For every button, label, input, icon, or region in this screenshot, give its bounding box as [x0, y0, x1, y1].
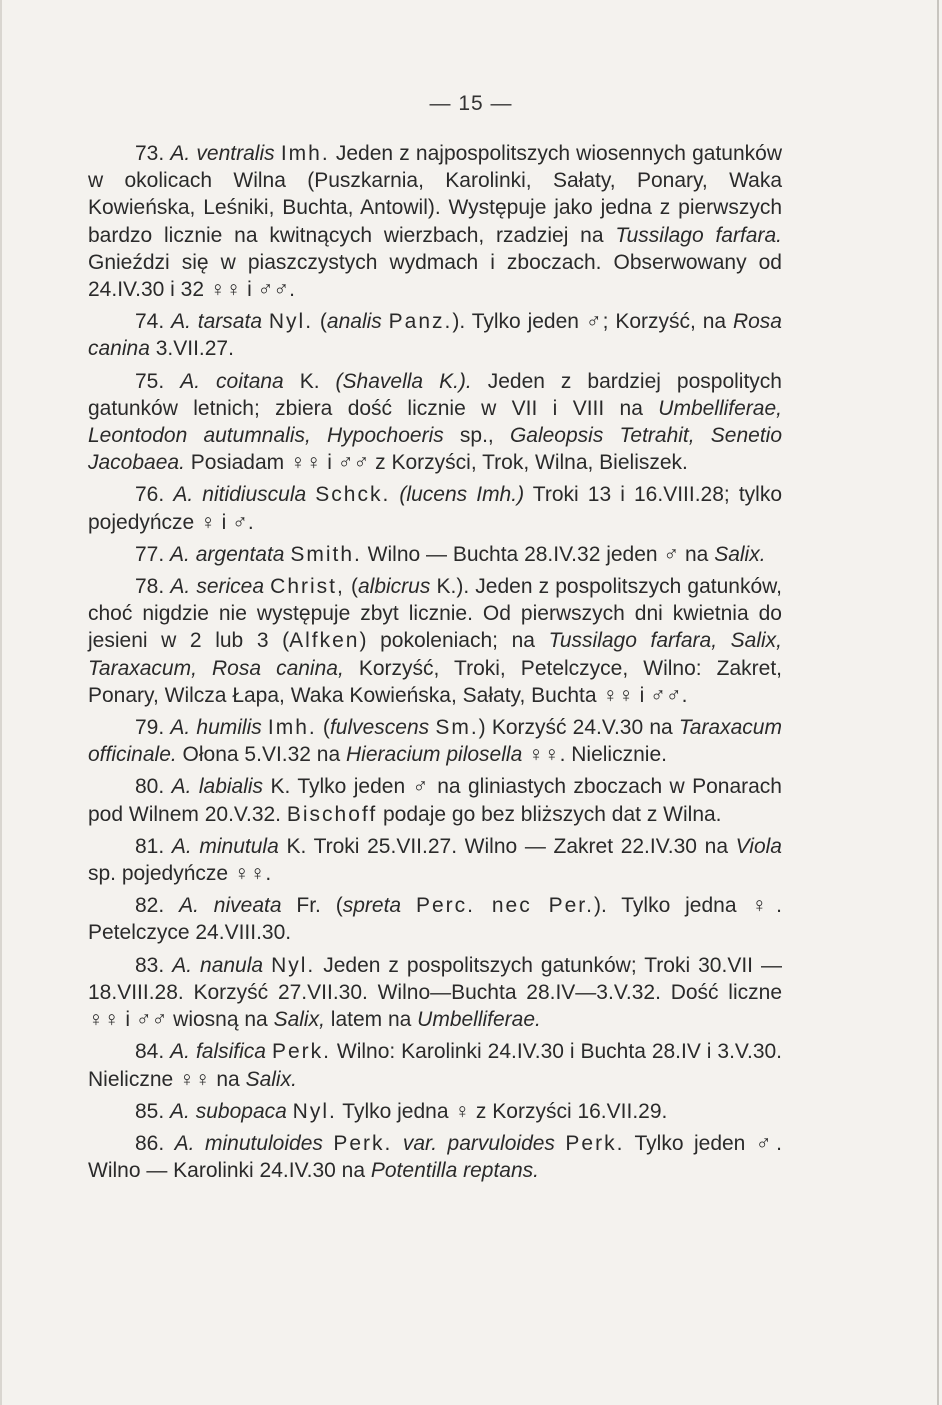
entry-text: Posiadam ♀♀ i ♂♂ z Korzyści, Trok, Wilna, Bieliszek.	[184, 451, 688, 475]
variety: var. parvuloides	[402, 1131, 555, 1155]
species-name: minutula	[199, 834, 279, 858]
genus: A.	[170, 542, 190, 566]
species-name: coitana	[216, 369, 284, 393]
species-name: falsifica	[195, 1040, 266, 1064]
plant-name: Potentilla reptans.	[370, 1159, 539, 1183]
entry-text: Troki 13 i 16.VIII.28; tylko pojedyńcze ♀ i ♂.	[88, 483, 783, 534]
author: Perk.	[333, 1131, 393, 1155]
entry-text: podaje go bez bliższych dat z Wilna.	[377, 802, 722, 826]
entry-text: Tylko jeden ♂ na gliniastych zboczach w Ponarach pod Wilnem 20.V.32.	[88, 775, 782, 826]
entry-79	[88, 714, 782, 768]
genus: A.	[170, 1099, 190, 1123]
plant-name: Galeopsis Tetrahit, Senetio Jacobaea.	[88, 424, 782, 475]
plant-name: Tussilago farfara, Salix, Taraxacum, Rosa canina,	[88, 629, 782, 680]
plant-name: Taraxacum officinale.	[88, 716, 782, 767]
entry-text: K.). Jeden z pospolitszych gatunków, choć nigdzie nie występuje zbyt licznie. Od pierwszych dni kwietnia do jesieni w 2 lub 3 (	[88, 575, 783, 653]
plant-name: Viola	[735, 834, 782, 858]
entry-text: (	[320, 894, 343, 918]
entry-text: sp. pojedyńcze ♀♀.	[88, 862, 272, 886]
plant-name: Salix,	[273, 1008, 325, 1032]
entry-text: ). Tylko jeden ♂; Korzyść, na	[452, 310, 733, 334]
synonym-author: Sm.	[435, 716, 479, 740]
entry-text: (	[313, 310, 327, 334]
species-name: niveata	[213, 894, 282, 918]
synonym: albicrus	[357, 575, 431, 599]
entry-number: 84.	[135, 1040, 165, 1064]
entry-text: Troki 25.VII.27. Wilno — Zakret 22.IV.30 na	[306, 834, 736, 858]
entry-text: Jeden z pospolitszych gatunków; Troki 30.VII — 18.VIII.28. Korzyść 27.VII.30. Wilno—Buchta 28.IV—3.V.32. Dość liczne ♀♀ i ♂♂ wiosną na	[88, 953, 782, 1032]
entry-text: Korzyść, Troki, Petelczyce, Wilno: Zakret, Ponary, Wilcza Łapa, Waka Kowieńska, Sałaty, Buchta ♀♀ i ♂♂.	[88, 656, 782, 707]
entry-text: (	[344, 575, 358, 599]
plant-name: Umbelliferae.	[417, 1008, 541, 1032]
entry-number: 83.	[135, 953, 165, 977]
entry-76	[88, 481, 782, 535]
author: Bischoff	[286, 802, 378, 826]
entry-text: Jeden z najpospolitszych wiosennych gatunków w okolicach Wilna (Puszkarnia, Karolinki, Sałaty, Ponary, Waka Kowieńska, Leśniki, Buchta, Antowil). Występuje jako jedna z pierwszych bardzo licznie na kwitnących wierzbach, rzadziej na	[88, 142, 782, 247]
entry-73	[88, 140, 782, 303]
entry-number: 80.	[135, 775, 165, 799]
genus: A.	[170, 142, 191, 165]
genus: A.	[174, 1131, 195, 1155]
synonym-author: Perc. nec Per.	[416, 894, 594, 918]
author: K.	[270, 775, 291, 799]
entry-number: 78.	[135, 575, 165, 599]
entry-80	[88, 773, 782, 827]
species-name: nitidiuscula	[202, 483, 307, 507]
plant-name: Umbelliferae, Leontodon autumnalis, Hypochoeris	[88, 396, 782, 448]
plant-name: Hieracium pilosella	[346, 743, 523, 767]
entry-77	[88, 541, 782, 568]
author: Perk.	[565, 1131, 625, 1155]
author: Nyl.	[271, 953, 316, 977]
genus: A.	[170, 716, 191, 740]
plant-name: Tussilago farfara.	[615, 223, 782, 247]
genus: A.	[171, 834, 192, 858]
entry-number: 77.	[135, 542, 165, 566]
entry-text: Gnieździ się w piaszczystych wydmach i zboczach. Obserwowany od 24.IV.30 i 32 ♀♀ i ♂♂.	[88, 250, 782, 302]
author: Christ,	[270, 575, 345, 599]
entry-text: ) pokoleniach; na	[359, 629, 549, 653]
author: Imh.	[267, 716, 317, 740]
page-edge-right	[937, 0, 939, 1405]
species-name: nanula	[200, 953, 264, 977]
entry-number: 82.	[135, 894, 165, 918]
entry-text: ♀♀. Nielicznie.	[522, 743, 667, 767]
entry-86	[88, 1130, 782, 1184]
author: Alfken	[289, 629, 360, 653]
entry-text: ) Korzyść 24.V.30 na	[478, 716, 679, 740]
entry-text: Jeden z bardziej pospolitych gatunków letnich; zbiera dość licznie w VII i VIII na	[88, 369, 782, 420]
entry-number: 79.	[135, 716, 165, 740]
plant-name: Salix.	[714, 542, 766, 566]
entry-text: latem na	[324, 1008, 418, 1032]
entry-83	[88, 952, 782, 1034]
synonym: spreta	[342, 894, 402, 918]
entry-text: Wilno — Buchta 28.IV.32 jeden ♂ na	[361, 542, 715, 566]
genus: A.	[171, 775, 192, 799]
entry-number: 74.	[135, 310, 165, 334]
genus: A.	[172, 953, 193, 977]
entry-number: 86.	[135, 1131, 165, 1155]
genus: A.	[173, 483, 194, 507]
author: K.	[286, 834, 307, 858]
species-name: minutuloides	[204, 1131, 323, 1155]
entry-text: Tylko jedna ♀ z Korzyści 16.VII.29.	[336, 1099, 668, 1123]
entry-text: 3.VII.27.	[149, 337, 234, 361]
entry-75	[88, 368, 782, 477]
synonym: fulvescens	[329, 716, 430, 740]
entry-81	[88, 833, 782, 887]
genus: A.	[171, 310, 191, 334]
entry-number: 73.	[135, 142, 165, 165]
species-name: humilis	[196, 716, 262, 740]
entry-74	[88, 308, 782, 362]
genus: A.	[170, 1040, 190, 1064]
author: Nyl.	[268, 310, 314, 334]
author: K.	[299, 369, 320, 393]
synonym: (Shavella K.).	[335, 369, 472, 393]
entry-82	[88, 892, 782, 946]
entry-text: sp.,	[443, 424, 510, 448]
species-name: labialis	[198, 775, 264, 799]
page-edge-left	[0, 0, 2, 1405]
author: Schck.	[315, 483, 391, 507]
species-name: tarsata	[197, 310, 262, 334]
genus: A.	[170, 575, 191, 599]
synonym: analis	[326, 310, 382, 334]
entry-number: 76.	[135, 483, 165, 507]
species-name: subopaca	[195, 1099, 287, 1123]
species-name: argentata	[195, 542, 285, 566]
entry-text: Wilno: Karolinki 24.IV.30 i Buchta 28.IV i 3.V.30. Nieliczne ♀♀ na	[88, 1040, 783, 1091]
author: Fr.	[296, 894, 321, 918]
author: Nyl.	[292, 1099, 337, 1123]
author: Perk.	[271, 1040, 331, 1064]
entry-text: Ołona 5.VI.32 na	[176, 743, 347, 767]
synonym-author: Panz.	[388, 310, 453, 334]
species-list	[88, 140, 782, 1189]
entry-number: 85.	[135, 1099, 165, 1123]
plant-name: Salix.	[245, 1067, 297, 1091]
species-name: ventralis	[196, 142, 275, 165]
entry-85	[88, 1098, 782, 1125]
entry-78	[88, 573, 782, 709]
entry-text: Tylko jeden ♂. Wilno — Karolinki 24.IV.30 na	[88, 1131, 783, 1183]
page-number: — 15 —	[429, 92, 513, 115]
entry-number: 75.	[135, 369, 165, 393]
genus: A.	[180, 369, 201, 393]
entry-text: (	[316, 716, 330, 740]
genus: A.	[179, 894, 199, 918]
synonym-author: Imh.)	[476, 483, 525, 507]
author: Smith.	[290, 542, 362, 566]
entry-text: ). Tylko jedna ♀. Petelczyce 24.VIII.30.	[88, 894, 782, 945]
synonym: (lucens	[399, 483, 468, 507]
plant-name: Rosa canina	[88, 310, 782, 361]
species-name: sericea	[196, 575, 265, 599]
entry-84	[88, 1038, 782, 1092]
author: Imh.	[280, 142, 330, 165]
entry-number: 81.	[135, 834, 165, 858]
